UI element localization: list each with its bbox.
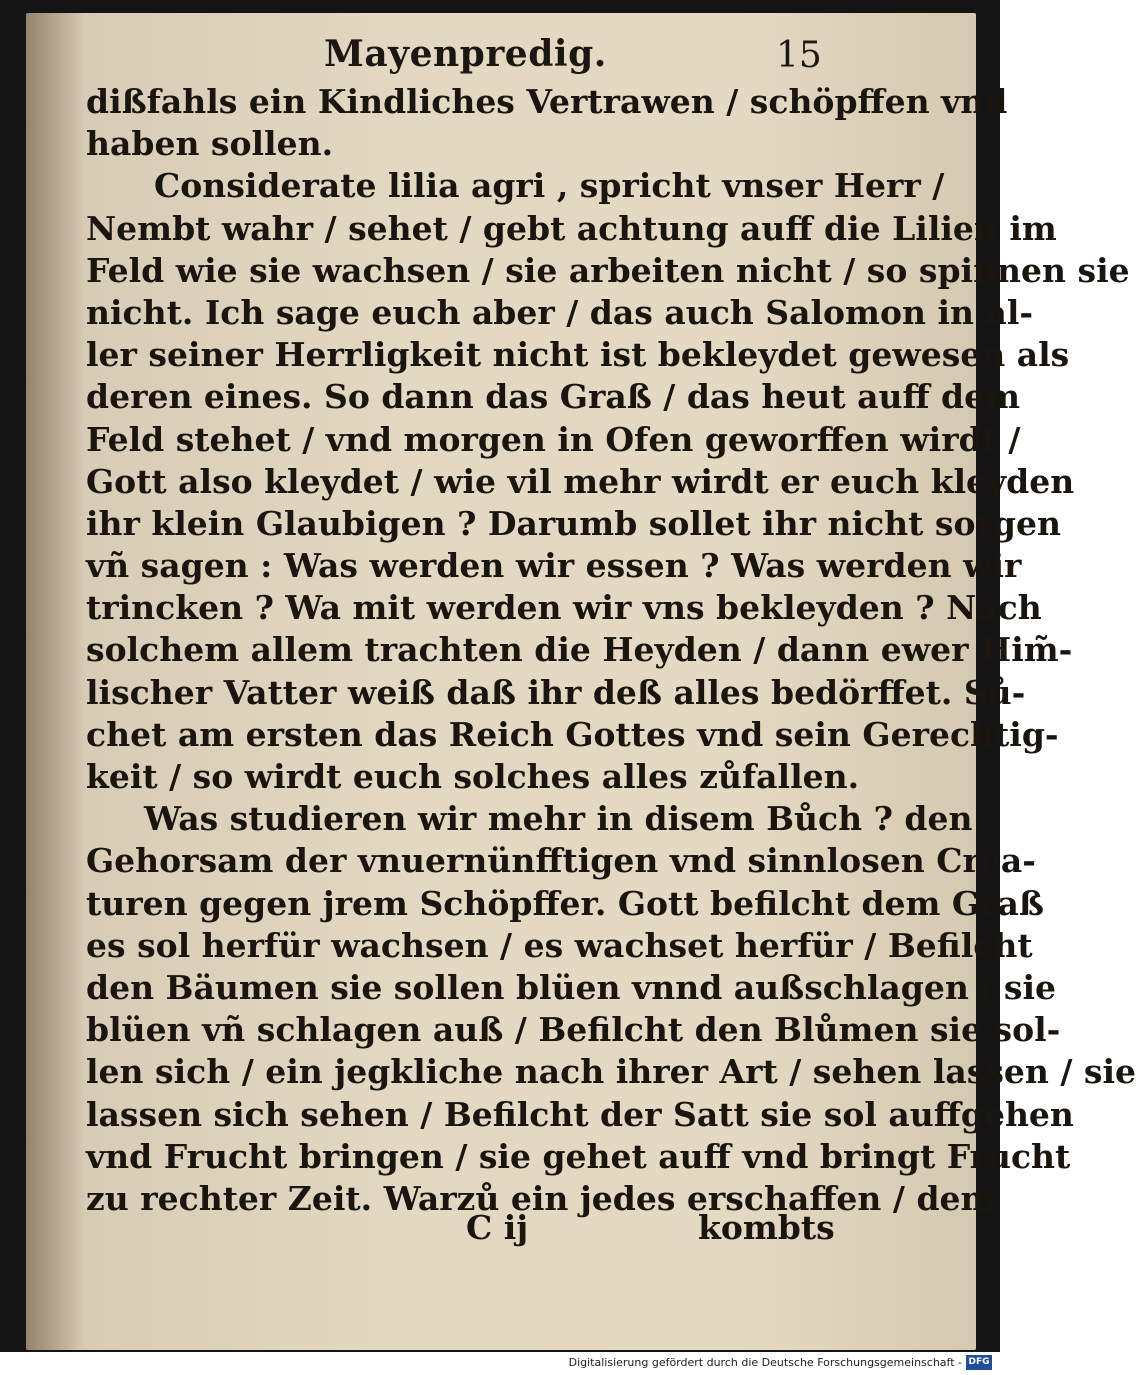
page-footer	[26, 1208, 976, 1258]
text-line: Considerate lilia agri , spricht vnser Herr /	[154, 166, 945, 206]
text-line: den Bäumen sie sollen blüen vnnd außschlagen / sie	[86, 967, 1056, 1007]
signature-mark: C ij	[466, 1208, 529, 1247]
text-line: deren eines. So dann das Graß / das heut auff dem	[86, 377, 1021, 417]
text-line: blüen vñ schlagen auß / Befilcht den Blůmen sie sol-	[86, 1010, 1061, 1050]
credit-bar	[0, 1352, 1000, 1375]
text-line: Gott also kleydet / wie vil mehr wirdt er euch kleyden	[86, 461, 1075, 501]
text-line: vñ sagen : Was werden wir essen ? Was werden wir	[86, 546, 1022, 586]
body-text	[86, 81, 1136, 1220]
text-line: lischer Vatter weiß daß ihr deß alles bedörffet. Sů-	[86, 672, 1026, 712]
text-line: Gehorsam der vnuernünfftigen vnd sinnlosen Crea-	[86, 841, 1036, 881]
text-line: nicht. Ich sage euch aber / das auch Salomon in al-	[86, 292, 1034, 332]
text-line: Nembt wahr / sehet / gebt achtung auff die Lilien im	[86, 208, 1057, 248]
funding-credit: Digitalisierung gefördert durch die Deutsche Forschungsgemeinschaft -	[568, 1356, 962, 1369]
text-line: solchem allem trachten die Heyden / dann ewer Him̃-	[86, 630, 1073, 670]
text-line: Was studieren wir mehr in disem Bůch ? den	[144, 799, 973, 839]
book-page	[26, 13, 1136, 1350]
text-line: Feld stehet / vnd morgen in Ofen geworffen wirdt /	[86, 419, 1021, 459]
text-line: haben sollen.	[86, 124, 334, 164]
text-line: zu rechter Zeit. Warzů ein jedes erschaffen / dem	[86, 1178, 996, 1218]
text-line: turen gegen jrem Schöpffer. Gott befilcht dem Graß	[86, 883, 1044, 923]
page-number: 15	[776, 35, 822, 76]
dfg-logo: DFG	[966, 1355, 992, 1370]
text-line: trincken ? Wa mit werden wir vns bekleyden ? Nach	[86, 588, 1042, 628]
text-line: vnd Frucht bringen / sie gehet auff vnd bringt Frucht	[86, 1136, 1071, 1176]
catchword: kombts	[698, 1208, 835, 1247]
running-title: Mayenpredig.	[324, 33, 607, 75]
text-line: ihr klein Glaubigen ? Darumb sollet ihr nicht sorgen	[86, 503, 1061, 543]
text-line: chet am ersten das Reich Gottes vnd sein Gerechtig-	[86, 714, 1059, 754]
text-line: dißfahls ein Kindliches Vertrawen / schöpffen vnd	[86, 82, 1008, 121]
text-line: lassen sich sehen / Befilcht der Satt sie sol auffgehen	[86, 1094, 1074, 1134]
text-line: ler seiner Herrligkeit nicht ist bekleydet gewesen als	[86, 335, 1070, 375]
page-header	[26, 33, 976, 83]
text-line: Feld wie sie wachsen / sie arbeiten nicht / so spinnen sie	[86, 250, 1130, 290]
text-line: len sich / ein jegkliche nach ihrer Art / sehen lassen / sie	[86, 1052, 1136, 1092]
text-line: keit / so wirdt euch solches alles zůfallen.	[86, 757, 860, 796]
text-line: es sol herfür wachsen / es wachset herfür / Befilcht	[86, 925, 1033, 965]
